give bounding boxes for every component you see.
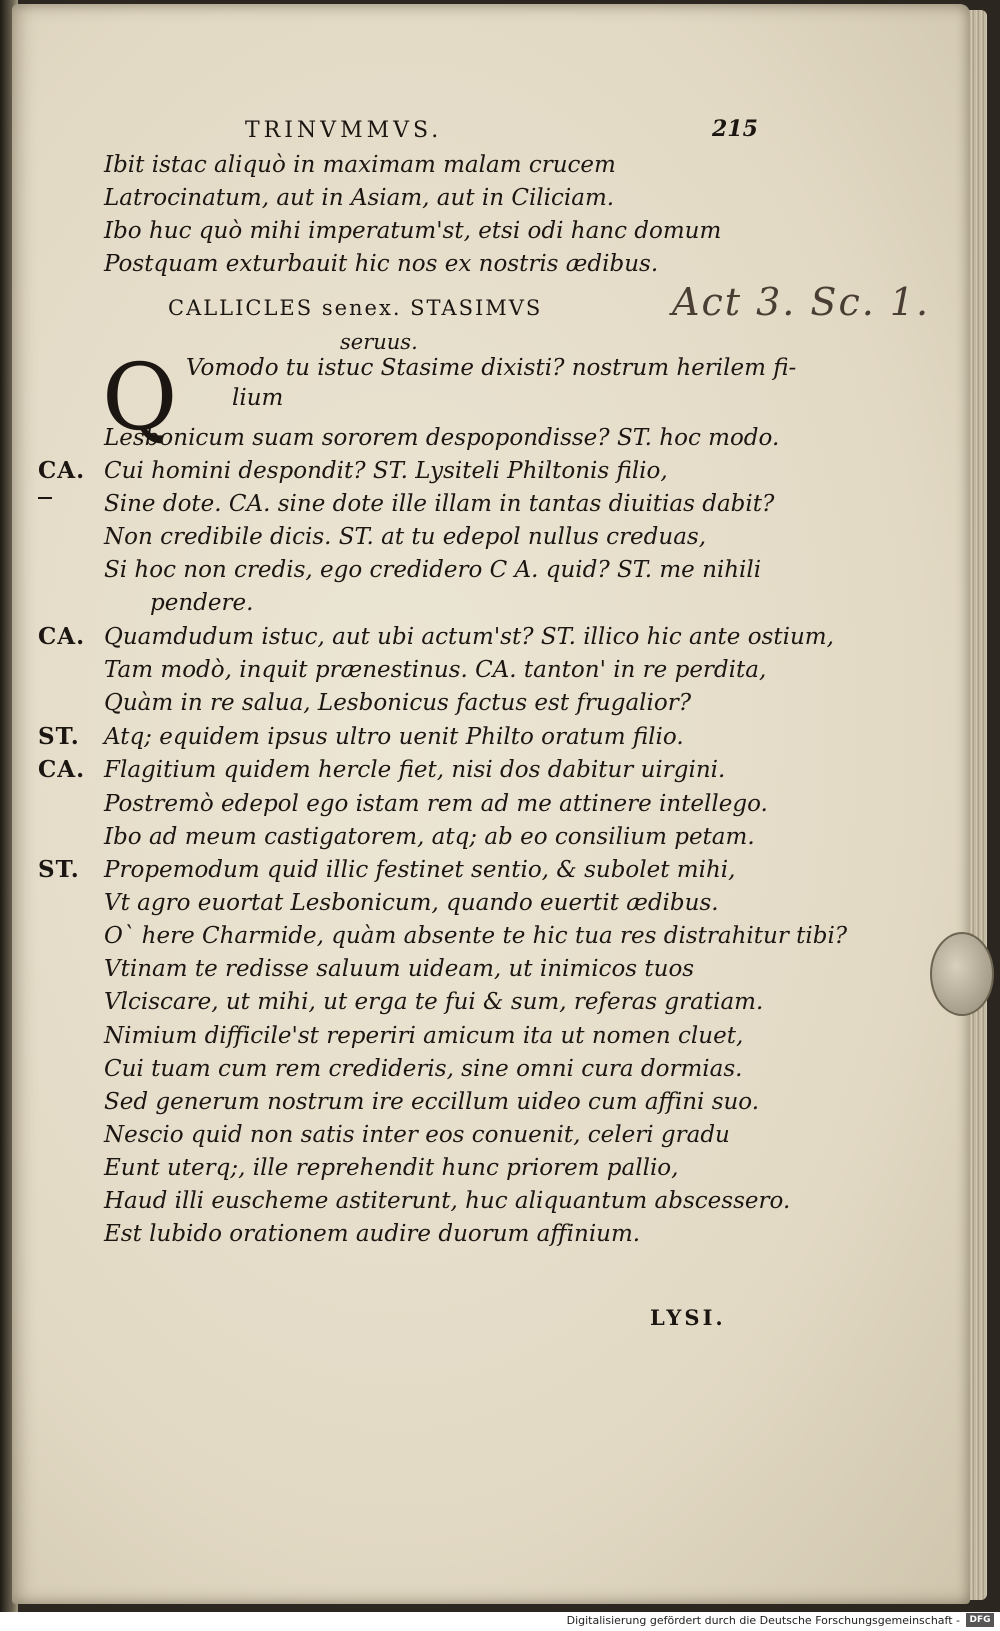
clasp-tab (930, 932, 994, 1016)
verse-line: Ibo huc quò mihi imperatum'st, etsi odi hanc domum (104, 218, 722, 244)
verse-line: Sed generum nostrum ire eccillum uideo cum affini suo. (104, 1089, 760, 1115)
verse-line: Haud illi euscheme astiterunt, huc aliquantum abscessero. (104, 1188, 791, 1214)
catchword: LYSI. (650, 1305, 726, 1330)
verse-line: lium (232, 385, 284, 411)
verse-line: Ibo ad meum castigatorem, atq; ab eo consilium petam. (104, 824, 755, 850)
running-head: TRINVMMVS. (245, 118, 443, 143)
verse-line: Vomodo tu istuc Stasime dixisti? nostrum herilem fi- (186, 355, 797, 381)
drop-cap: Q (102, 344, 178, 451)
verse-line: Vt agro euortat Lesbonicum, quando euertit ædibus. (104, 890, 719, 916)
speaker-label: ST. (38, 723, 80, 750)
verse-line: Sine dote. CA. sine dote ille illam in tantas diuitias dabit? (104, 491, 775, 517)
verse-line: Si hoc non credis, ego credidero C A. quid? ST. me nihili (104, 557, 762, 583)
footer-credit: Digitalisierung gefördert durch die Deutsche Forschungsgemeinschaft - (566, 1614, 960, 1627)
speaker-label: CA. (38, 457, 86, 484)
speaker-label: CA. (38, 623, 86, 650)
verse-line: Ibit istac aliquò in maximam malam crucem (104, 152, 616, 178)
scene-heading: CALLICLES senex. STASIMVS (168, 296, 543, 320)
verse-line: Eunt uterq;, ille reprehendit hunc priorem pallio, (104, 1155, 679, 1181)
verse-line: Tam modò, inquit prænestinus. CA. tanton' in re perdita, (104, 657, 767, 683)
verse-line: Vlciscare, ut mihi, ut erga te fui & sum, referas gratiam. (104, 989, 764, 1015)
verse-line: Latrocinatum, aut in Asiam, aut in Ciliciam. (104, 185, 615, 211)
speaker-underline (38, 497, 52, 499)
verse-line: Est lubido orationem audire duorum affinium. (104, 1221, 641, 1247)
verse-line: Non credibile dicis. ST. at tu edepol nullus creduas, (104, 524, 707, 550)
verse-line: Cui tuam cum rem credideris, sine omni cura dormias. (104, 1056, 743, 1082)
verse-line: Lesbonicum suam sororem despopondisse? ST. hoc modo. (104, 425, 780, 451)
speaker-label: ST. (38, 856, 80, 883)
verse-line: Postquam exturbauit hic nos ex nostris ædibus. (104, 251, 659, 277)
verse-line: Nescio quid non satis inter eos conuenit, celeri gradu (104, 1122, 730, 1148)
scene-heading-role: seruus. (340, 330, 418, 354)
verse-line: Cui homini despondit? ST. Lysiteli Philtonis filio, (104, 458, 668, 484)
verse-line: Nimium difficile'st reperiri amicum ita ut nomen cluet, (104, 1023, 744, 1049)
verse-line: pendere. (150, 590, 254, 616)
verse-line: Atq; equidem ipsus ultro uenit Philto oratum filio. (104, 724, 684, 750)
speaker-label: CA. (38, 756, 86, 783)
handwritten-margin-note: Act 3. Sc. 1. (672, 280, 931, 324)
verse-line: O` here Charmide, quàm absente te hic tua res distrahitur tibi? (104, 923, 848, 949)
verse-line: Flagitium quidem hercle fiet, nisi dos dabitur uirgini. (104, 757, 726, 783)
folio-number: 215 (712, 116, 758, 142)
verse-line: Propemodum quid illic festinet sentio, & subolet mihi, (104, 857, 736, 883)
dfg-logo: DFG (966, 1613, 994, 1627)
verse-line: Quamdudum istuc, aut ubi actum'st? ST. illico hic ante ostium, (104, 624, 834, 650)
verse-line: Postremò edepol ego istam rem ad me attinere intellego. (104, 791, 768, 817)
verse-line: Vtinam te redisse saluum uideam, ut inimicos tuos (104, 956, 695, 982)
verse-line: Quàm in re salua, Lesbonicus factus est frugalior? (104, 690, 692, 716)
